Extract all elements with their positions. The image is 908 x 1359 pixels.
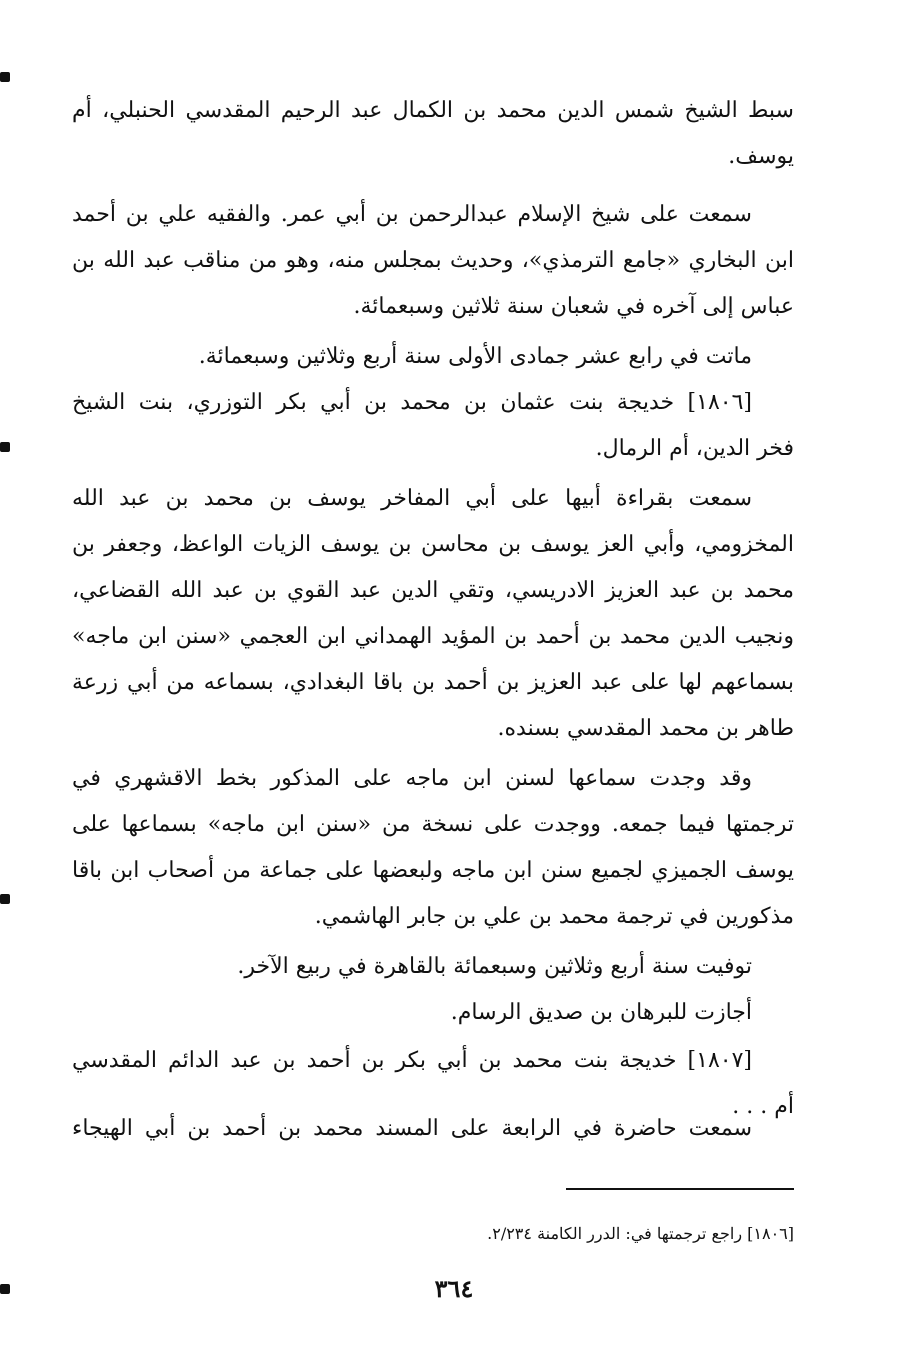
text-line: سمعت حاضرة في الرابعة على المسند محمد بن أحمد بن أبي الهيجاء — [72, 1116, 752, 1141]
text-line: بسماعهم لها على عبد العزيز بن أحمد بن باقا البغدادي، بسماعه من أبي زرعة — [72, 670, 794, 695]
footnote-divider — [566, 1188, 794, 1190]
text-line: توفيت سنة أربع وثلاثين وسبعمائة بالقاهرة في ربيع الآخر. — [237, 954, 752, 979]
scan-edge-mark — [0, 72, 10, 82]
text-line: يوسف الجميزي لجميع سنن ابن ماجه ولبعضها على جماعة من أصحاب ابن باقا — [72, 858, 794, 883]
text-line: ترجمتها فيما جمعه. ووجدت على نسخة من «سنن ابن ماجه» بسماعها على — [72, 812, 794, 837]
text-line: أجازت للبرهان بن صديق الرسام. — [450, 1000, 752, 1025]
footnote: [١٨٠٦] راجع ترجمتها في: الدرر الكامنة ٢/٢٣٤. — [487, 1224, 794, 1243]
text-line: ابن البخاري «جامع الترمذي»، وحديث بمجلس منه، وهو من مناقب عبد الله بن — [72, 248, 794, 273]
scan-edge-mark — [0, 894, 10, 904]
text-line: مذكورين في ترجمة محمد بن علي بن جابر الهاشمي. — [314, 904, 794, 929]
scan-edge-mark — [0, 442, 10, 452]
text-line: عباس إلى آخره في شعبان سنة ثلاثين وسبعمائة. — [353, 294, 794, 319]
text-line: ماتت في رابع عشر جمادى الأولى سنة أربع وثلاثين وسبعمائة. — [198, 344, 752, 369]
text-line: [١٨٠٧] خديجة بنت محمد بن أبي بكر بن أحمد بن عبد الدائم المقدسي — [72, 1048, 752, 1073]
text-line: سبط الشيخ شمس الدين محمد بن الكمال عبد الرحيم المقدسي الحنبلي، أم — [72, 98, 794, 123]
text-line: سمعت بقراءة أبيها على أبي المفاخر يوسف بن محمد بن عبد الله — [72, 486, 752, 511]
text-line: يوسف. — [728, 144, 794, 169]
text-line: وقد وجدت سماعها لسنن ابن ماجه على المذكور بخط الاقشهري في — [72, 766, 752, 791]
text-line: فخر الدين، أم الرمال. — [595, 436, 794, 461]
text-line: [١٨٠٦] خديجة بنت عثمان بن محمد بن أبي بكر التوزري، بنت الشيخ — [72, 390, 752, 415]
text-line: المخزومي، وأبي العز يوسف بن محاسن بن يوسف الزيات الواعظ، وجعفر بن — [72, 532, 794, 557]
text-line: ونجيب الدين محمد بن أحمد بن المؤيد الهمداني ابن العجمي «سنن ابن ماجه» — [72, 624, 794, 649]
text-line: أم . . . — [732, 1094, 794, 1119]
text-line: سمعت على شيخ الإسلام عبدالرحمن بن أبي عمر. والفقيه علي بن أحمد — [72, 202, 752, 227]
page-number: ٣٦٤ — [434, 1274, 474, 1303]
text-line: طاهر بن محمد المقدسي بسنده. — [497, 716, 794, 741]
text-line: محمد بن عبد العزيز الادريسي، وتقي الدين عبد القوي بن عبد الله القضاعي، — [72, 578, 794, 603]
